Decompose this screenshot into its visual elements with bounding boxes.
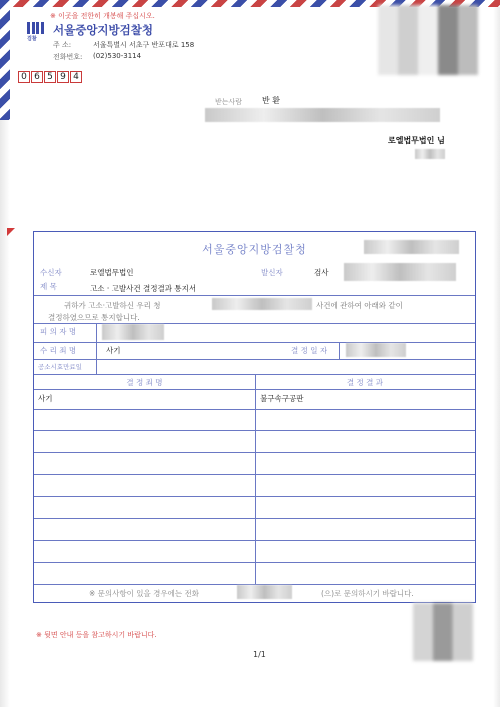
postal-digit: 6 xyxy=(31,71,43,83)
decision-result-value: 불구속구공판 xyxy=(260,394,304,403)
body-text-c: 결정하였으므로 통지합니다. xyxy=(48,313,140,322)
table-row-line xyxy=(34,518,475,519)
postal-digit: 9 xyxy=(57,71,69,83)
postal-code-boxes xyxy=(18,64,83,83)
table-row-line xyxy=(34,452,475,453)
table-row-line xyxy=(34,562,475,563)
form-footer-b: (으)로 문의하시기 바랍니다. xyxy=(321,589,414,598)
column-divider xyxy=(255,374,256,584)
envelope-address: 서울특별시 서초구 반포대로 158 xyxy=(93,41,195,49)
table-row-line xyxy=(34,409,475,410)
decision-date-label: 결 정 일 자 xyxy=(291,346,328,355)
corner-mark xyxy=(7,228,15,236)
redacted-address xyxy=(205,108,440,122)
page-number: 1/1 xyxy=(253,650,266,659)
prosecution-logo xyxy=(27,22,47,44)
suspect-label: 피 의 자 명 xyxy=(40,327,77,336)
redacted-seal xyxy=(413,603,473,661)
table-row-line xyxy=(34,430,475,431)
postal-digit: 0 xyxy=(18,71,30,83)
divider xyxy=(34,295,475,296)
divider xyxy=(34,342,475,343)
redacted-prosecutor-name xyxy=(344,263,456,281)
divider xyxy=(96,323,97,342)
divider xyxy=(96,359,97,374)
redacted-doc-number xyxy=(364,240,459,254)
table-row-line xyxy=(34,540,475,541)
airmail-stripe-left xyxy=(0,0,10,120)
charge-value: 사기 xyxy=(106,346,121,355)
form-title: 서울중앙지방검찰청 xyxy=(202,243,307,256)
body-text-b: 사건에 관하여 아래와 같이 xyxy=(316,301,403,310)
envelope-org-name: 서울중앙지방검찰청 xyxy=(53,23,153,37)
postal-digit: 4 xyxy=(70,71,82,83)
redacted-stamp xyxy=(378,5,478,75)
form-footer-a: ※ 문의사항이 있을 경우에는 전화 xyxy=(89,589,200,598)
envelope-phone: (02)530-3114 xyxy=(93,52,142,60)
divider xyxy=(96,342,97,359)
recipient-name: 로엘법무법인 님 xyxy=(388,136,445,145)
decision-charge-header: 결 정 죄 명 xyxy=(126,378,163,387)
return-stamp: 반 환 xyxy=(262,96,280,105)
recipient-field-label: 수신자 xyxy=(40,268,62,277)
redacted-phone xyxy=(237,585,292,599)
redacted-recipient-id xyxy=(415,149,445,159)
divider xyxy=(34,323,475,324)
sender-field-value: 검사 xyxy=(314,268,329,277)
redacted-decision-date xyxy=(346,343,406,357)
notice-form xyxy=(33,231,476,603)
logo-text: 검찰 xyxy=(27,36,37,42)
bottom-notice: ※ 뒷면 안내 등을 참고하시기 바랍니다. xyxy=(36,631,157,639)
page-shadow-right xyxy=(493,0,500,707)
body-text-a: 귀하가 고소·고발하신 우리 청 xyxy=(64,301,161,310)
decision-result-header: 결 정 결 과 xyxy=(346,378,384,387)
sender-field-label: 발신자 xyxy=(261,268,283,277)
subject-field-value: 고소 · 고발사건 결정결과 통지서 xyxy=(90,284,197,293)
subject-field-label: 제 목 xyxy=(40,282,57,291)
divider xyxy=(34,389,475,390)
table-row-line xyxy=(34,496,475,497)
redacted-suspect-name xyxy=(102,324,164,340)
postal-digit: 5 xyxy=(44,71,56,83)
envelope-notice: ※ 이곳을 전한히 개봉해 주십시오. xyxy=(50,12,155,20)
phone-label: 전화번호: xyxy=(53,53,83,61)
recipient-label: 받는사람 xyxy=(215,98,243,106)
divider xyxy=(339,342,340,359)
decision-charge-value: 사기 xyxy=(38,394,53,403)
recipient-field-value: 로엘법무법인 xyxy=(90,268,134,277)
address-label: 주 소: xyxy=(53,41,72,49)
redacted-case-number xyxy=(212,298,312,310)
divider xyxy=(34,359,475,360)
charge-label: 수 리 죄 명 xyxy=(40,346,77,355)
table-row-line xyxy=(34,474,475,475)
indictment-label: 공소시효만료일 xyxy=(38,363,82,371)
